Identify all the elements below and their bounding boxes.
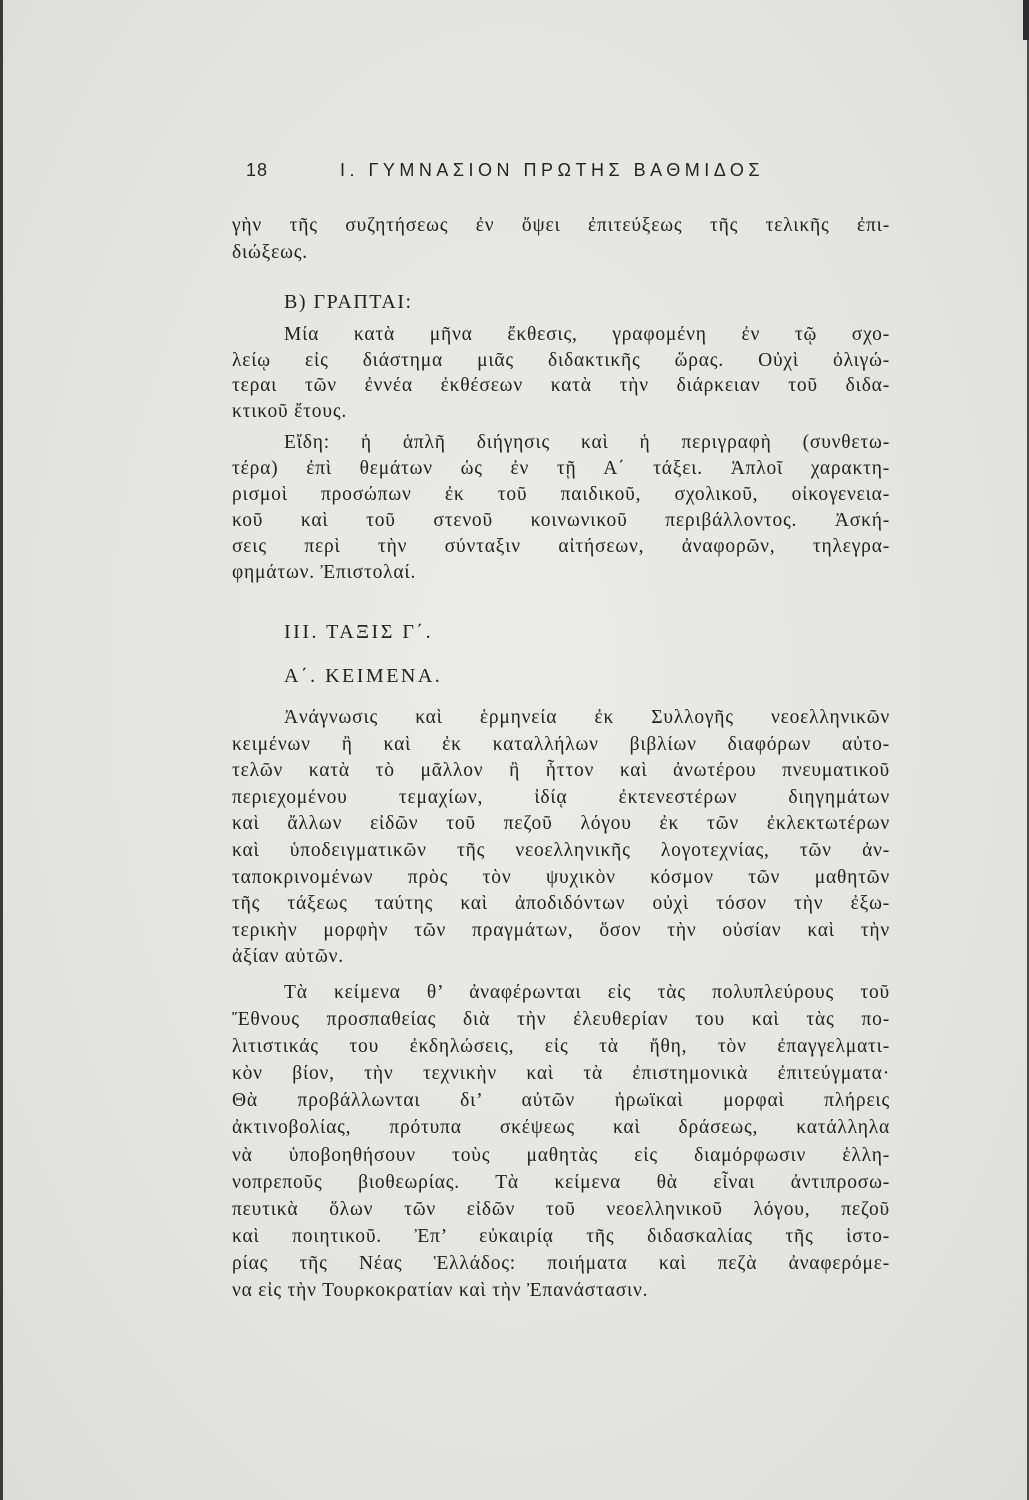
text-line: τεραι τῶν ἐννέα ἐκθέσεων κατὰ τὴν διάρκειαν τοῦ διδα- (232, 375, 890, 397)
text-line: κοῦ καὶ τοῦ στενοῦ κοινωνικοῦ περιβάλλοντος. Ἀσκή- (232, 510, 890, 531)
text-line: σεις περὶ τὴν σύνταξιν αἰτήσεων, ἀναφορῶν, τηλεγρα- (232, 536, 890, 557)
paragraph (232, 979, 890, 1304)
scan-edge-left (0, 0, 3, 1500)
running-header (232, 158, 890, 182)
paragraph (232, 705, 890, 971)
subsection-heading-texts: Α΄. ΚΕΙΜΕΝΑ. (284, 665, 443, 687)
text-line: Ἔθνους προσπαθείας διὰ τὴν ἐλευθερίαν του καὶ τὰς πο- (232, 1009, 890, 1031)
paragraph-continuation (232, 213, 890, 266)
page-number: 18 (246, 160, 269, 180)
text-line: ρίας τῆς Νέας Ἑλλάδος: ποιήματα καὶ πεζὰ ἀναφερόμε- (232, 1252, 890, 1274)
paragraph (232, 430, 890, 586)
section-heading-class-c: ΙΙΙ. ΤΑΞΙΣ Γ΄. (284, 621, 434, 643)
text-line: τέρα) ἐπὶ θεμάτων ὡς ἐν τῇ Α΄ τάξει. Ἁπλοῖ χαρακτη- (232, 458, 890, 479)
text-line: πευτικὰ ὅλων τῶν εἰδῶν τοῦ νεοελληνικοῦ λόγου, πεζοῦ (232, 1198, 890, 1220)
running-title: Ι. ΓΥΜΝΑΣΙΟΝ ΠΡΩΤΗΣ ΒΑΘΜΙΔΟΣ (340, 160, 765, 180)
text-line: ἀκτινοβολίας, πρότυπα σκέψεως καὶ δράσεως, κατάλληλα (232, 1117, 890, 1139)
text-line: περιεχομένου τεμαχίων, ἰδίᾳ ἐκτενεστέρων διηγημάτων (232, 786, 890, 808)
text-line: καὶ ποιητικοῦ. Ἐπ’ εὐκαιρίᾳ τῆς διδασκαλίας τῆς ἱστο- (232, 1225, 890, 1247)
text-line: τερικὴν μορφὴν τῶν πραγμάτων, ὅσον τὴν οὐσίαν καὶ τὴν (232, 919, 890, 941)
text-line: ρισμοὶ προσώπων ἐκ τοῦ παιδικοῦ, σχολικοῦ, οἰκογενεια- (232, 484, 890, 505)
text-line: τῆς τάξεως ταύτης καὶ ἀποδιδόντων οὐχὶ τόσον τὴν ἐξω- (232, 893, 890, 915)
text-line: κτικοῦ ἔτους. (232, 401, 348, 423)
text-line: Θὰ προβάλλωνται δι’ αὐτῶν ἡρωϊκαὶ μορφαὶ πλήρεις (232, 1090, 890, 1112)
text-line: λείῳ εἰς διάστημα μιᾶς διδακτικῆς ὥρας. Οὐχὶ ὀλιγώ- (232, 349, 890, 371)
text-line: να εἰς τὴν Τουρκοκρατίαν καὶ τὴν Ἐπανάστασιν. (232, 1280, 649, 1302)
text-line: φημάτων. Ἐπιστολαί. (232, 562, 417, 583)
text-line: τελῶν κατὰ τὸ μᾶλλον ἢ ἧττον καὶ ἀνωτέρου πνευματικοῦ (232, 760, 890, 782)
section-heading-written: Β) ΓΡΑΠΤΑΙ: (284, 291, 413, 313)
text-line: διώξεως. (232, 241, 308, 263)
text-line: κὸν βίον, τὴν τεχνικὴν καὶ τὰ ἐπιστημονικὰ ἐπιτεύγματα· (232, 1063, 890, 1085)
text-line: ἀξίαν αὐτῶν. (232, 946, 344, 968)
text-line: καὶ ἄλλων εἰδῶν τοῦ πεζοῦ λόγου ἐκ τῶν ἐκλεκτωτέρων (232, 813, 890, 835)
text-line: Εἴδη: ἡ ἁπλῆ διήγησις καὶ ἡ περιγραφὴ (συνθετω- (284, 432, 890, 453)
text-line: νὰ ὑποβοηθήσουν τοὺς μαθητὰς εἰς διαμόρφωσιν ἑλλη- (232, 1144, 890, 1166)
text-line: ταποκρινομένων πρὸς τὸν ψυχικὸν κόσμον τῶν μαθητῶν (232, 866, 890, 888)
text-line: καὶ ὑποδειγματικῶν τῆς νεοελληνικῆς λογοτεχνίας, τῶν ἀν- (232, 839, 890, 861)
text-line: Μία κατὰ μῆνα ἔκθεσις, γραφομένη ἐν τῷ σχο- (284, 324, 890, 345)
text-line: Τὰ κείμενα θ’ ἀναφέρωνται εἰς τὰς πολυπλεύρους τοῦ (284, 982, 890, 1003)
text-line: νοπρεποῦς βιοθεωρίας. Τὰ κείμενα θὰ εἶναι ἀντιπροσω- (232, 1171, 890, 1193)
text-line: γὴν τῆς συζητήσεως ἐν ὄψει ἐπιτεύξεως τῆς τελικῆς ἐπι- (232, 215, 890, 236)
text-line: λιτιστικάς του ἐκδηλώσεις, εἰς τὰ ἤθη, τὸν ἐπαγγελματι- (232, 1036, 890, 1058)
text-line: Ἀνάγνωσις καὶ ἑρμηνεία ἐκ Συλλογῆς νεοελληνικῶν (284, 707, 890, 728)
scan-corner-shadow (1023, 0, 1029, 40)
text-line: κειμένων ἢ καὶ ἐκ καταλλήλων βιβλίων διαφόρων αὐτο- (232, 733, 890, 755)
paragraph (232, 322, 890, 425)
